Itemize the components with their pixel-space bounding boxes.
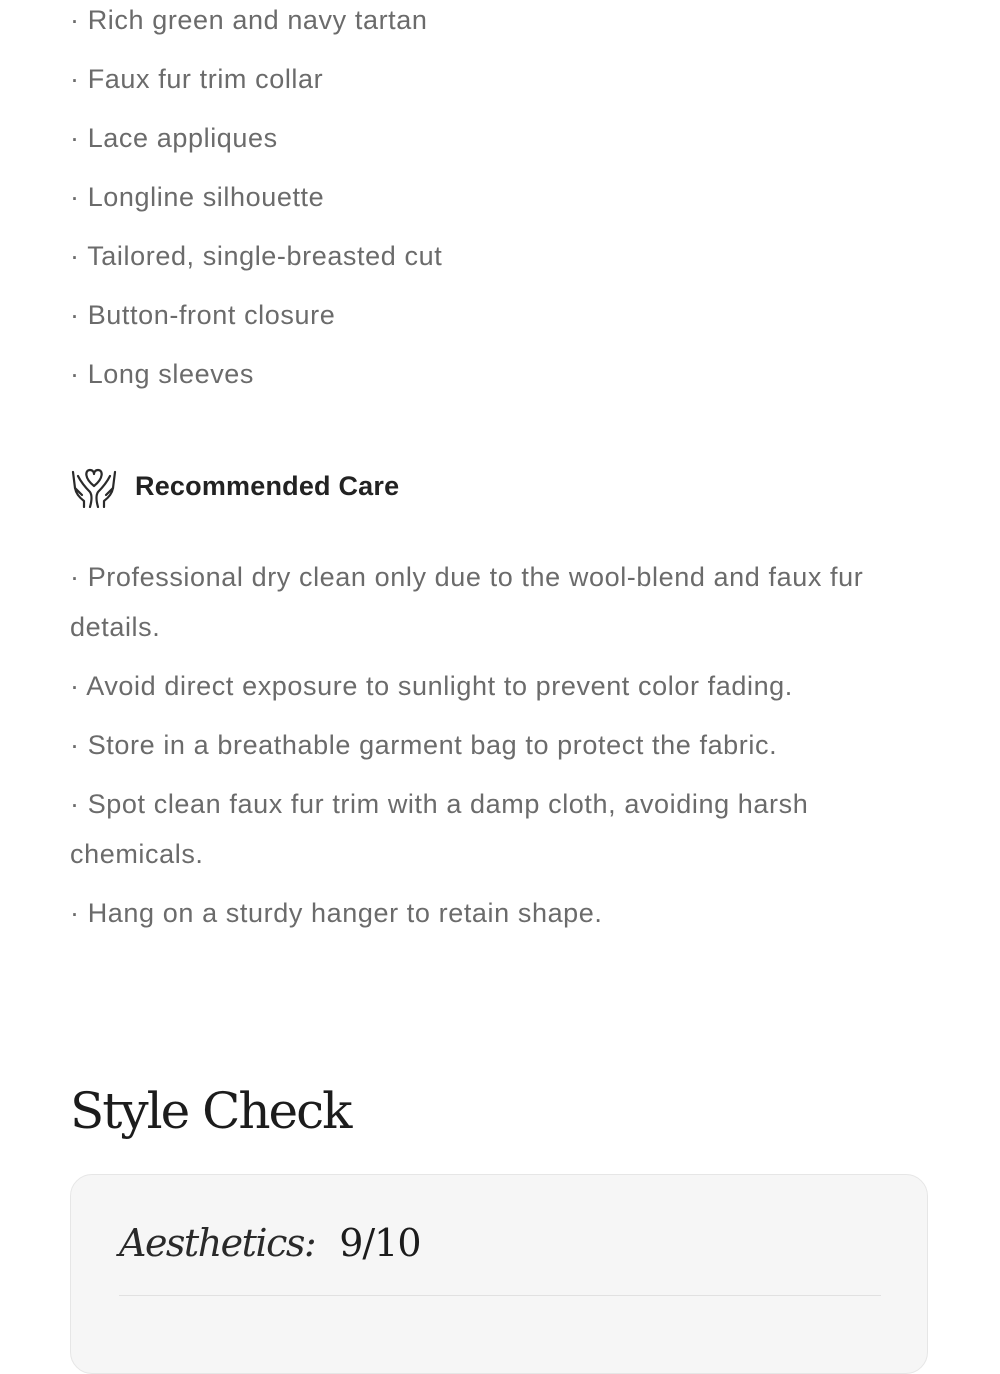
style-check-title: Style Check (70, 1082, 351, 1140)
feature-item: · Faux fur trim collar (70, 64, 324, 94)
care-header (70, 462, 399, 510)
care-list (70, 552, 930, 947)
care-item: · Avoid direct exposure to sunlight to prevent color fading. (70, 671, 793, 701)
feature-item: · Long sleeves (70, 359, 255, 389)
aesthetics-score: 9/10 (339, 1221, 421, 1265)
hands-heart-icon (70, 464, 118, 508)
care-item: · Store in a breathable garment bag to protect the fabric. (70, 730, 778, 760)
care-title: Recommended Care (135, 470, 400, 501)
feature-item: · Button-front closure (70, 300, 336, 330)
feature-item: · Lace appliques (70, 123, 278, 153)
feature-item: · Tailored, single-breasted cut (70, 241, 443, 271)
aesthetics-card (70, 1174, 928, 1374)
care-item: · Professional dry clean only due to the wool-blend and faux fur details. (70, 562, 864, 642)
card-divider (119, 1295, 881, 1296)
aesthetics-row (119, 1221, 421, 1265)
feature-item: · Rich green and navy tartan (70, 5, 428, 35)
aesthetics-label: Aesthetics: (119, 1221, 316, 1265)
feature-list (70, 0, 930, 413)
care-item: · Hang on a sturdy hanger to retain shape. (70, 898, 603, 928)
care-item: · Spot clean faux fur trim with a damp cloth, avoiding harsh chemicals. (70, 789, 809, 869)
feature-item: · Longline silhouette (70, 182, 325, 212)
